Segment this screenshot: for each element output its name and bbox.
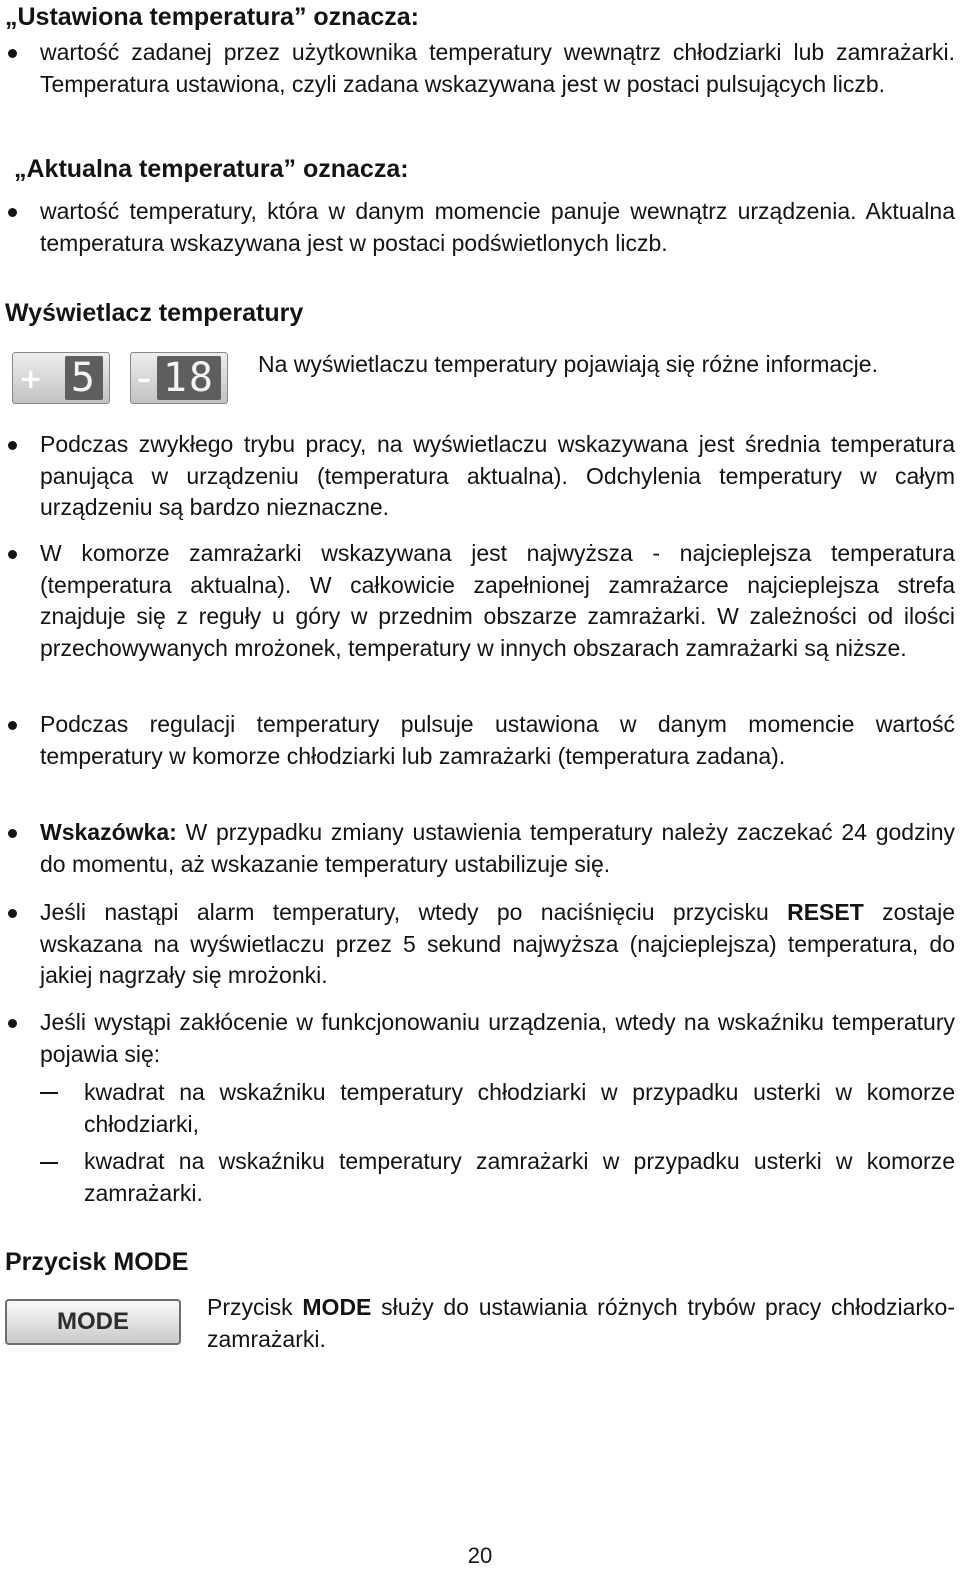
bullet-icon [8, 829, 17, 838]
dash-icon [40, 1092, 58, 1094]
tip-paragraph [40, 817, 955, 880]
fault-paragraph: Jeśli wystąpi zakłócenie w funkcjonowaniu urządzenia, wtedy na wskaźniku temperatury pojawia się: [40, 1009, 955, 1067]
bullet-icon [8, 550, 17, 559]
fault-item-2: kwadrat na wskaźniku temperatury zamrażarki w przypadku usterki w komorze zamrażarki. [84, 1148, 955, 1206]
alarm-text-after: zostaje wskazana na wyświetlaczu przez 5 sekund najwyższa (najcieplejsza) temperatura, do jakiej nagrzały się mrożonki. [40, 899, 956, 988]
mode-key: MODE [302, 1294, 372, 1320]
bullet-icon [8, 909, 17, 918]
display-intro: Na wyświetlaczu temperatury pojawiają się różne informacje. [258, 351, 878, 377]
temperature-display-freezer [130, 352, 228, 404]
page-number-text: 20 [467, 1543, 493, 1568]
bullet-icon [8, 1019, 17, 1028]
alarm-text-before: Jeśli nastąpi alarm temperatury, wtedy po naciśnięciu przycisku [40, 899, 788, 925]
tip-text: W przypadku zmiany ustawienia temperatury należy zaczekać 24 godziny do momentu, aż wskazanie temperatury ustabilizuje się. [40, 819, 955, 877]
display-sign: + [19, 361, 43, 395]
mode-text-before: Przycisk [207, 1294, 303, 1320]
mode-description [207, 1292, 955, 1355]
dash-icon [40, 1162, 58, 1164]
display-sign: – [137, 361, 151, 395]
temperature-display-fridge [12, 352, 110, 404]
alarm-paragraph [40, 897, 955, 992]
display-bullet-2: W komorze zamrażarki wskazywana jest najwyższa - najcieplejsza temperatura (temperatura aktualna). W całkowicie zapełnionej zamrażarce najcieplejsza strefa znajduje się z reguły u góry w przednim obszarze zamrażarki. W zależności od ilości przechowywanych mrożonek, temperatury w innych obszarach zamrażarki są niższe. [40, 540, 955, 661]
bullet-icon [8, 441, 17, 450]
display-value: 5 [65, 356, 103, 400]
display-heading: Wyświetlacz temperatury [5, 299, 304, 327]
set-temp-text: wartość zadanej przez użytkownika temperatury wewnątrz chłodziarki lub zamrażarki. Temperatura ustawiona, czyli zadana wskazywana jest w postaci pulsujących liczb. [40, 39, 955, 97]
fault-item-1: kwadrat na wskaźniku temperatury chłodziarki w przypadku usterki w komorze chłodziarki, [84, 1079, 955, 1137]
actual-temp-text: wartość temperatury, która w danym momencie panuje wewnątrz urządzenia. Aktualna temperatura wskazywana jest w postaci podświetlonych liczb. [40, 198, 955, 256]
bullet-icon [8, 721, 17, 730]
bullet-icon [8, 49, 17, 58]
display-value: 18 [157, 356, 221, 400]
mode-button: MODE [5, 1299, 181, 1345]
display-bullet-1: Podczas zwykłego trybu pracy, na wyświetlaczu wskazywana jest średnia temperatura panująca w urządzeniu (temperatura aktualna). Odchylenia temperatury w całym urządzeniu są bardzo nieznaczne. [40, 431, 955, 520]
actual-temp-heading: „Aktualna temperatura” oznacza: [14, 155, 409, 183]
display-bullet-3: Podczas regulacji temperatury pulsuje ustawiona w danym momencie wartość temperatury w komorze chłodziarki lub zamrażarki (temperatura zadana). [40, 711, 955, 769]
mode-heading: Przycisk MODE [5, 1248, 189, 1276]
set-temp-heading: „Ustawiona temperatura” oznacza: [5, 3, 419, 31]
alarm-reset-key: RESET [787, 899, 864, 925]
tip-label: Wskazówka: [40, 819, 177, 845]
mode-text-after: służy do ustawiania różnych trybów pracy chłodziarko-zamrażarki. [207, 1294, 956, 1352]
page-number [0, 1543, 960, 1569]
bullet-icon [8, 208, 17, 217]
